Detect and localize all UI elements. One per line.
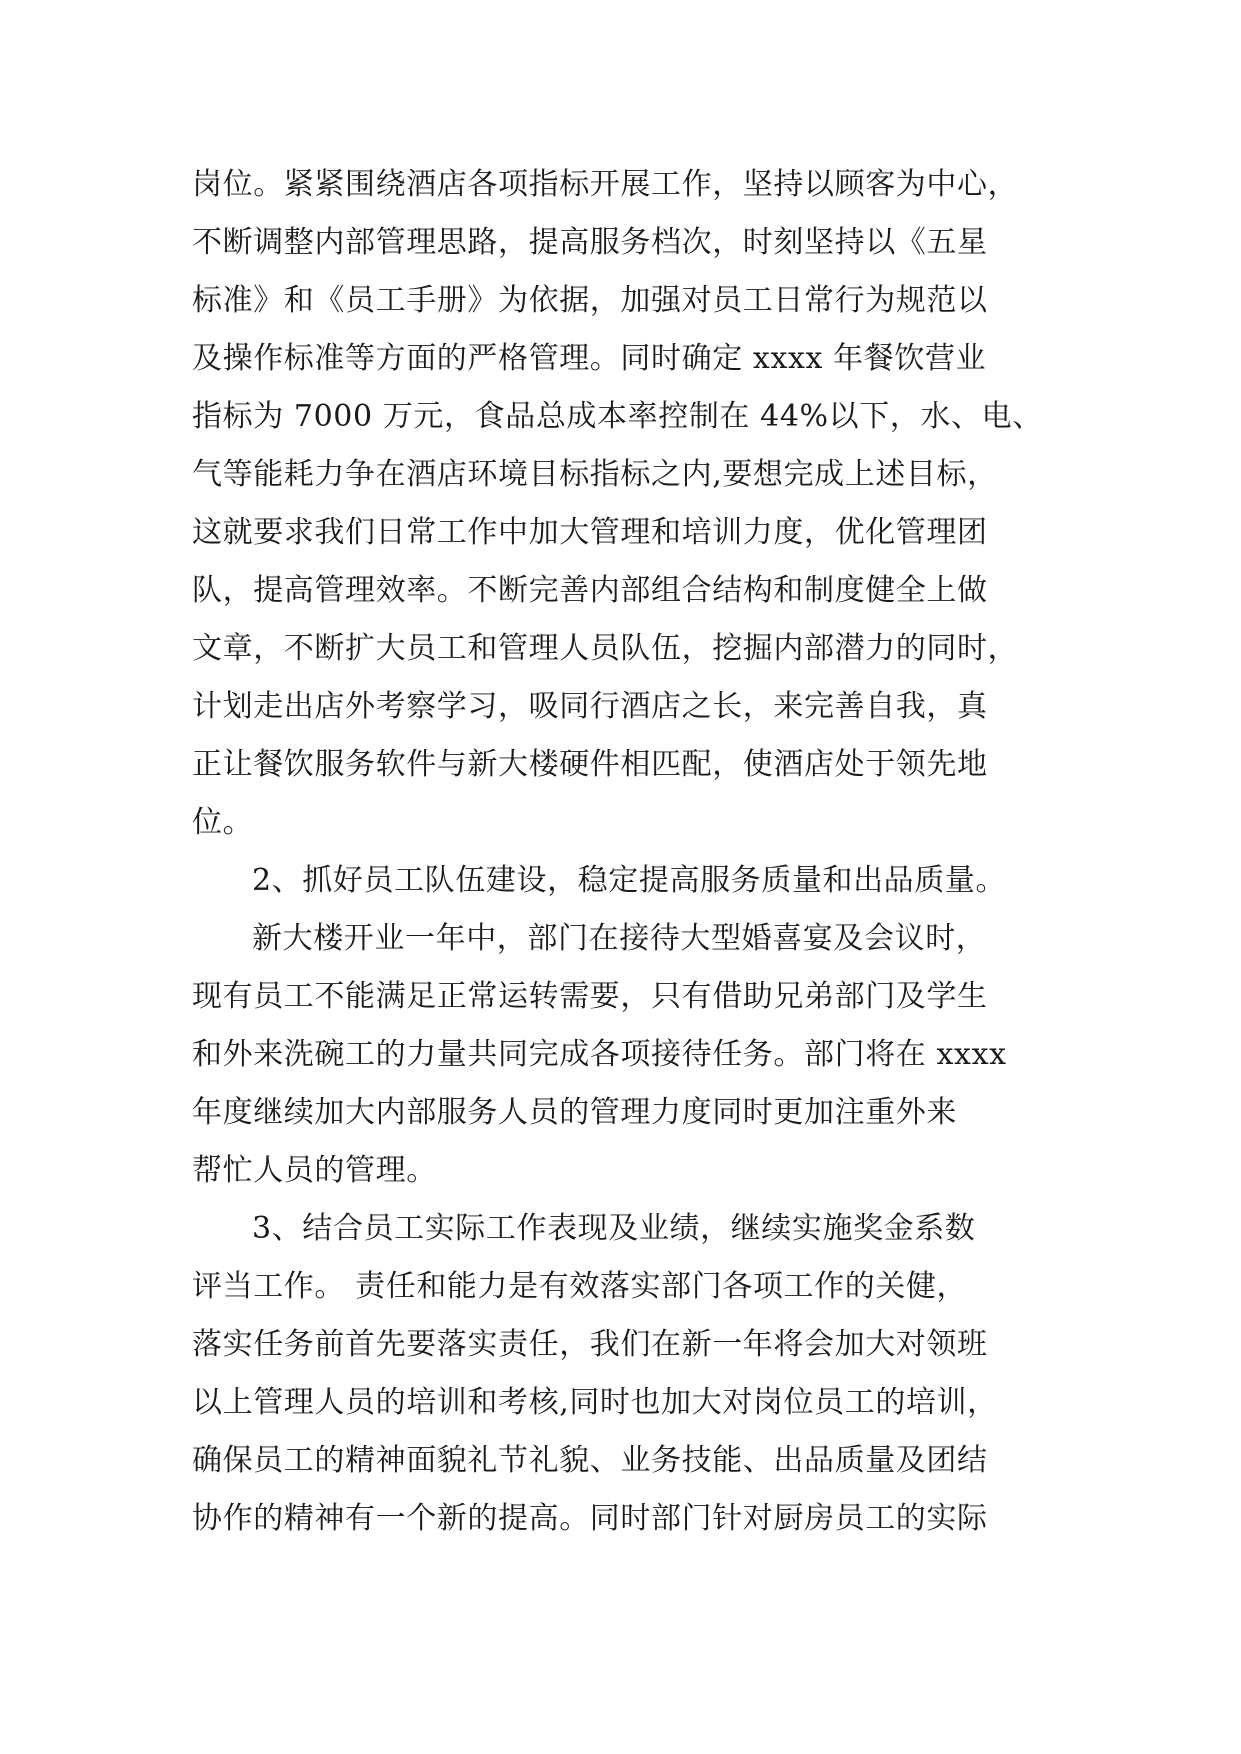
text-line: 岗位。紧紧围绕酒店各项指标开展工作，坚持以顾客为中心，	[192, 167, 1019, 202]
text-line: 现有员工不能满足正常运转需要，只有借助兄弟部门及学生	[192, 979, 988, 1014]
text-line: 以上管理人员的培训和考核,同时也加大对岗位员工的培训，	[192, 1385, 998, 1420]
text-line: 评当工作。 责任和能力是有效落实部门各项工作的关健，	[192, 1269, 968, 1304]
text-line: 这就要求我们日常工作中加大管理和培训力度，优化管理团	[192, 515, 988, 550]
text-line: 和外来洗碗工的力量共同完成各项接待任务。部门将在 xxxx	[192, 1037, 1007, 1072]
text-line: 正让餐饮服务软件与新大楼硬件相匹配，使酒店处于领先地	[192, 747, 988, 782]
text-line: 计划走出店外考察学习，吸同行酒店之长，来完善自我，真	[192, 689, 988, 724]
text-line: 文章，不断扩大员工和管理人员队伍，挖掘内部潜力的同时，	[192, 631, 1019, 666]
text-line: 协作的精神有一个新的提高。同时部门针对厨房员工的实际	[192, 1501, 988, 1536]
text-line: 标准》和《员工手册》为依据，加强对员工日常行为规范以	[192, 283, 988, 318]
document-body	[192, 156, 1052, 1548]
text-line: 落实任务前首先要落实责任，我们在新一年将会加大对领班	[192, 1327, 988, 1362]
section-heading-2: 2、抓好员工队伍建设，稳定提高服务质量和出品质量。	[252, 863, 1007, 898]
text-line: 气等能耗力争在酒店环境目标指标之内,要想完成上述目标，	[192, 457, 998, 492]
section-heading-3: 3、结合员工实际工作表现及业绩，继续实施奖金系数	[252, 1211, 976, 1246]
text-line: 年度继续加大内部服务人员的管理力度同时更加注重外来	[192, 1095, 957, 1130]
paragraph-start-line: 新大楼开业一年中，部门在接待大型婚喜宴及会议时，	[252, 921, 987, 956]
text-line: 确保员工的精神面貌礼节礼貌、业务技能、出品质量及团结	[192, 1443, 988, 1478]
text-line: 及操作标准等方面的严格管理。同时确定 xxxx 年餐饮营业	[192, 341, 987, 376]
text-line: 指标为 7000 万元，食品总成本率控制在 44%以下，水、电、	[192, 399, 1043, 434]
text-line: 位。	[192, 805, 254, 840]
text-line: 帮忙人员的管理。	[192, 1153, 437, 1188]
text-line: 不断调整内部管理思路，提高服务档次，时刻坚持以《五星	[192, 225, 988, 260]
text-line: 队，提高管理效率。不断完善内部组合结构和制度健全上做	[192, 573, 988, 608]
